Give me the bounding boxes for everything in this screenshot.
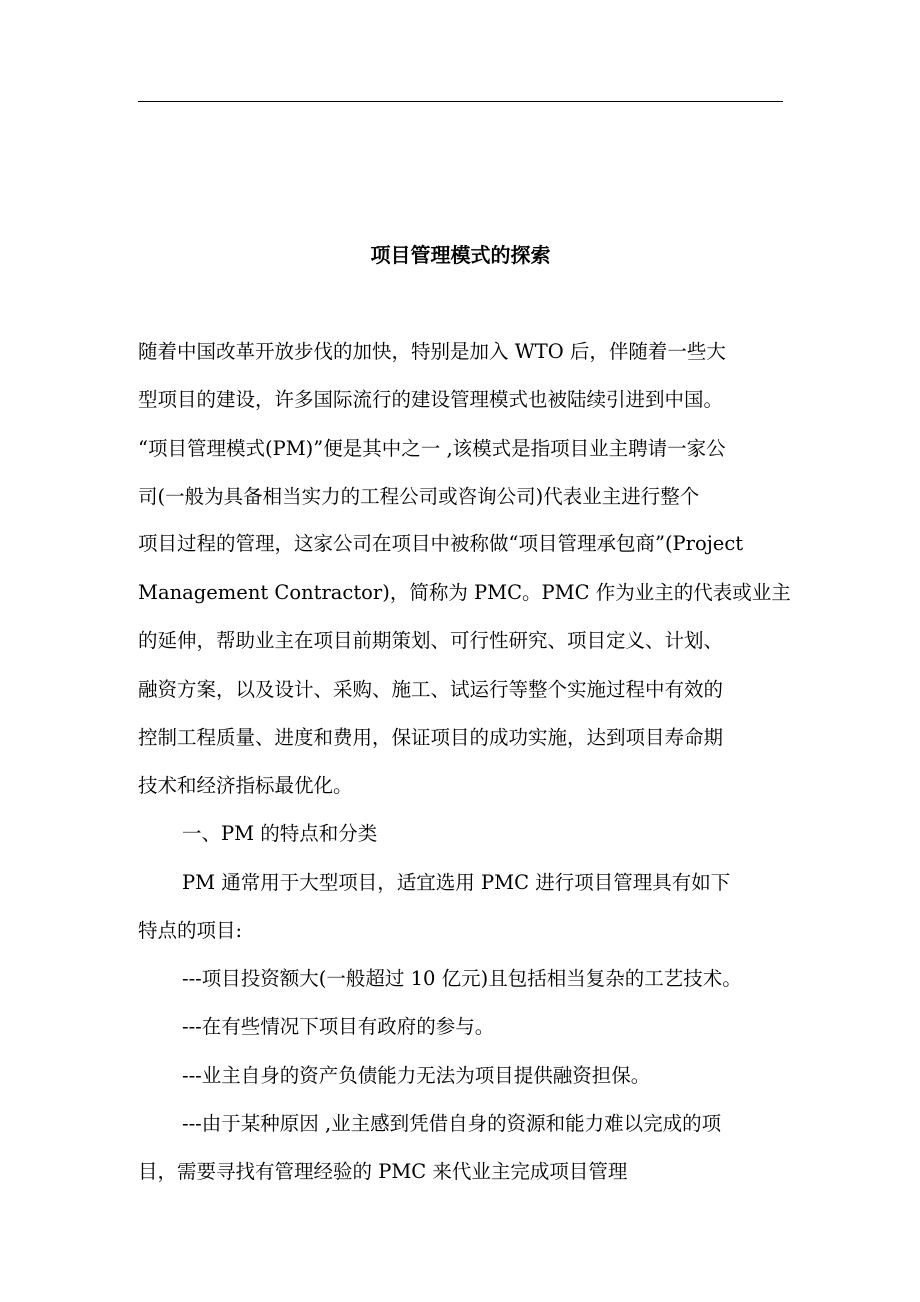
paragraph-line: 型项目的建设，许多国际流行的建设管理模式也被陆续引进到中国。	[138, 388, 724, 411]
paragraph-line: 项目过程的管理，这家公司在项目中被称做“项目管理承包商”(Project	[138, 532, 744, 555]
paragraph-line: 随着中国改革开放步伐的加快，特别是加入 WTO 后，伴随着一些大	[138, 340, 726, 363]
bullet-item-continuation: 目，需要寻找有管理经验的 PMC 来代业主完成项目管理	[138, 1160, 628, 1183]
paragraph-line: 技术和经济指标最优化。	[138, 774, 353, 797]
paragraph-line: 特点的项目:	[138, 919, 243, 942]
bullet-item: ---在有些情况下项目有政府的参与。	[182, 1015, 495, 1038]
paragraph-line: 融资方案，以及设计、采购、施工、试运行等整个实施过程中有效的	[138, 678, 724, 701]
paragraph-line: Management Contractor)，简称为 PMC。PMC 作为业主的代表或业主	[138, 581, 791, 604]
header-rule	[138, 101, 783, 102]
paragraph-line: “项目管理模式(PM)”便是其中之一 ,该模式是指项目业主聘请一家公	[138, 437, 726, 460]
bullet-item: ---由于某种原因 ,业主感到凭借自身的资源和能力难以完成的项	[182, 1112, 722, 1135]
paragraph-line: 的延伸，帮助业主在项目前期策划、可行性研究、项目定义、计划、	[138, 629, 724, 652]
bullet-item: ---项目投资额大(一般超过 10 亿元)且包括相当复杂的工艺技术。	[182, 967, 742, 990]
document-title: 项目管理模式的探索	[370, 243, 551, 267]
section-heading: 一、PM 的特点和分类	[182, 822, 378, 845]
paragraph-line: 司(一般为具备相当实力的工程公司或咨询公司)代表业主进行整个	[138, 485, 700, 508]
paragraph-line: 控制工程质量、进度和费用，保证项目的成功实施，达到项目寿命期	[138, 726, 724, 749]
paragraph-line: PM 通常用于大型项目，适宜选用 PMC 进行项目管理具有如下	[182, 871, 731, 894]
bullet-item: ---业主自身的资产负债能力无法为项目提供融资担保。	[182, 1064, 651, 1087]
